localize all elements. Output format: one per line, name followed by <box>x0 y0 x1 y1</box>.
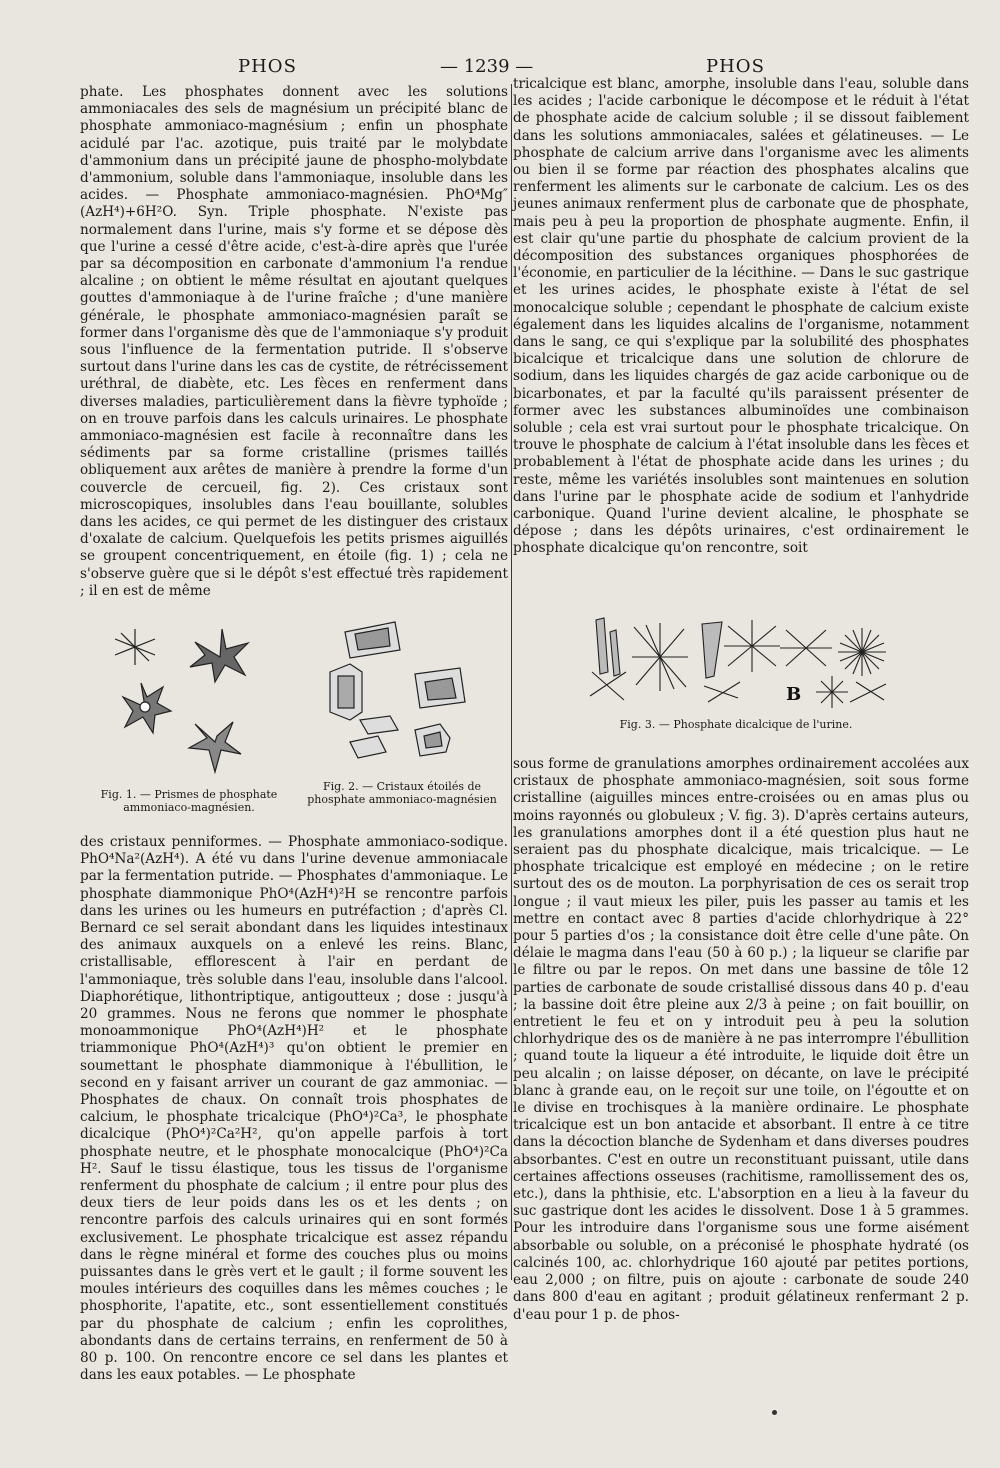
right-column-top-text <box>513 76 969 558</box>
figure-1-illustration <box>90 612 290 792</box>
figure-1 <box>90 612 290 792</box>
figure-3 <box>580 612 900 712</box>
left-column-top-text <box>80 84 508 600</box>
figure-2-caption: Fig. 2. — Cristaux étoilés de phosphate ammoniaco-magnésien <box>307 780 497 806</box>
figure-2 <box>320 612 490 772</box>
page-number: — 1239 — <box>440 56 534 77</box>
figure-2-illustration <box>320 612 490 772</box>
paragraph: des cristaux penniformes. — Phosphate ammoniaco-sodique. PhO⁴Na²(AzH⁴). A été vu dans l'urine devenue ammoniacale par la fermentation putride. — Phosphates d'ammoniaque. Le phosphate diammonique PhO⁴(AzH⁴)²H se rencontre parfois dans les urines ou les humeurs en putréfaction ; d'après Cl. Bernard ce sel serait abondant dans les liquides intestinaux des animaux auxquels on a enlevé les reins. Blanc, cristallisable, efflorescent à l'air en perdant de l'ammoniaque, très soluble dans l'eau, insoluble dans l'alcool. Diaphorétique, lithontriptique, antigoutteux ; dose : jusqu'à 20 grammes. Nous ne ferons que nommer le phosphate monoammonique PhO⁴(AzH⁴)H² et le phosphate triammonique PhO⁴(AzH⁴)³ qu'on obtient le premier en soumettant le phosphate diammonique à l'ébullition, le second en y faisant arriver un courant de gaz ammoniac. — Phosphates de chaux. On connaît trois phosphates de calcium, le phosphate tricalcique (PhO⁴)²Ca³, le phosphate dicalcique (PhO⁴)²Ca²H², qu'on appelle parfois à tort phosphate neutre, et le phosphate monocalcique (PhO⁴)²Ca H². Sauf le tissu élastique, tous les tissus de l'organisme renferment du phosphate de calcium ; il entre pour plus des deux tiers de leur poids dans les os et les dents ; on rencontre parfois des calculs urinaires qui en sont formés exclusivement. Le phosphate tricalcique est assez répandu dans le règne minéral et forme des couches plus ou moins puissantes dans le grès vert et le gault ; il forme souvent les moules intérieurs des coquilles dans les mêmes couches ; le phosphorite, l'apatite, etc., sont essentiellement constitués par du phosphate de calcium ; enfin les coprolithes, abondants dans de certains terrains, en renferment de 50 à 80 p. 100. On rencontre encore ce sel dans les plantes et dans les eaux potables. — Le phosphate <box>80 834 508 1384</box>
paragraph: sous forme de granulations amorphes ordinairement accolées aux cristaux de phosphate ammoniaco-magnésien, soit sous forme cristalline (aiguilles minces entre-croisées ou en amas plus ou moins rayonnés ou globuleux ; V. fig. 3). D'après certains auteurs, les granulations amorphes dont il a été question plus haut ne seraient pas du phosphate dicalcique, mais tricalcique. — Le phosphate tricalcique est employé en médecine ; on le retire surtout des os de mouton. La porphyrisation de ces os serait trop longue ; il vaut mieux les piler, puis les passer au tamis et les mettre en contact avec 8 parties d'acide chlorhydrique à 22° pour 5 parties d'os ; la consistance doit être celle d'une pâte. On délaie le magma dans l'eau (50 à 60 p.) ; la liqueur se clarifie par le filtre ou par le repos. On met dans une bassine de tôle 12 parties de carbonate de soude cristallisé dissous dans 40 p. d'eau ; la bassine doit être pleine aux 2/3 à peine ; on fait bouillir, on entretient le feu et on y introduit peu à peu la solution chlorhydrique des os de manière à ne pas interrompre l'ébullition ; quand toute la liqueur a été introduite, le liquide doit être un peu alcalin ; on laisse déposer, on décante, on lave le précipité blanc à grande eau, on le reçoit sur une toile, on l'égoutte et on le divise en trochisques à la manière ordinaire. Le phosphate tricalcique est un bon antacide et absorbant. Il entre à ce titre dans la décoction blanche de Sydenham et dans diverses poudres absorbantes. C'est en outre un reconstituant puissant, utile dans certaines affections osseuses (rachitisme, ramollissement des os, etc.), dans la phthisie, etc. L'absorption en a lieu à la faveur du suc gastrique dont les acides le dissolvent. Dose 1 à 5 grammes. Pour les introduire dans l'organisme sous une forme aisément absorbable ou soluble, on a préconisé le phosphate hydraté (os calcinés 100, ac. chlorhydrique 160 ajouté par petites portions, eau 2,000 ; on filtre, puis on ajoute : carbonate de soude 240 dans 800 d'eau en agitant ; produit gélatineux renfermant 2 p. d'eau pour 1 p. de phos- <box>513 756 969 1323</box>
figure-3-illustration <box>580 612 900 712</box>
left-column-bottom-text <box>80 834 508 1385</box>
paragraph: tricalcique est blanc, amorphe, insoluble dans l'eau, soluble dans les acides ; l'acide carbonique le décompose et le réduit à l'état de phosphate acide de calcium soluble ; il se dissout faiblement dans les solutions ammoniacales, salées et gélatineuses. — Le phosphate de calcium arrive dans l'organisme avec les aliments ou bien il se forme par réaction des phosphates alcalins que renferment les aliments sur le carbonate de calcium. Les os des jeunes animaux renferment plus de carbonate que de phosphate, mais peu à peu la proportion de phosphate augmente. Enfin, il est clair qu'une partie du phosphate de calcium provient de la décomposition des substances organiques phosphorées de l'économie, en particulier de la lécithine. — Dans le suc gastrique et les urines acides, le phosphate existe à l'état de sel monocalcique soluble ; cependant le phosphate de calcium existe également dans les liquides alcalins de l'organisme, notamment dans le sang, ce qui s'explique par la solubilité des phosphates bicalcique et tricalcique dans une solution de chlorure de sodium, dans les liquides chargés de gaz acide carbonique ou de bicarbonates, et par la faculté qu'ils paraissent présenter de former avec les substances albuminoïdes une combinaison soluble ; cela est vrai surtout pour le phosphate tricalcique. On trouve le phosphate de calcium à l'état insoluble dans les fèces et probablement à l'état de phosphate acide dans les urines ; du reste, même les variétés insolubles sont maintenues en solution dans l'urine par le phosphate acide de sodium et l'anhydride carbonique. Quand l'urine devient alcaline, le phosphate se dépose ; dans les dépôts urinaires, c'est ordinairement le phosphate dicalcique qu'on rencontre, soit <box>513 76 969 557</box>
right-column-bottom-text <box>513 756 969 1324</box>
ink-dot <box>772 1410 777 1415</box>
running-head-right: PHOS <box>706 56 765 77</box>
figure-3-caption: Fig. 3. — Phosphate dicalcique de l'urine. <box>619 718 853 731</box>
figure-1-caption: Fig. 1. — Prismes de phosphate ammoniaco-magnésien. <box>100 788 278 814</box>
paragraph: phate. Les phosphates donnent avec les solutions ammoniacales des sels de magnésium un précipité blanc de phosphate ammoniaco-magnésium ; enfin un phosphate acidulé par l'ac. azotique, puis traité par le molybdate d'ammonium dans un précipité jaune de phospho-molybdate d'ammonium, soluble dans l'ammoniaque, insoluble dans les acides. — Phosphate ammoniaco-magnésien. PhO⁴Mg″(AzH⁴)+6H²O. Syn. Triple phosphate. N'existe pas normalement dans l'urine, mais s'y forme et se dépose dès que l'urine a cessé d'être acide, c'est-à-dire après que l'urée par sa décomposition en carbonate d'ammonium l'a rendue alcaline ; on obtient le même résultat en ajoutant quelques gouttes d'ammoniaque à de l'urine fraîche ; d'une manière générale, le phosphate ammoniaco-magnésien paraît se former dans l'organisme dès que de l'ammoniaque s'y produit sous l'influence de la fermentation putride. Il s'observe surtout dans l'urine dans les cas de cystite, de rétrécissement uréthral, de diabète, etc. Les fèces en renferment dans diverses maladies, particulièrement dans la fièvre typhoïde ; on en trouve parfois dans les calculs urinaires. Le phosphate ammoniaco-magnésien est facile à reconnaître dans les sédiments par sa forme cristalline (prismes taillés obliquement aux arêtes de manière à prendre la forme d'un couvercle de cercueil, fig. 2). Ces cristaux sont microscopiques, insolubles dans l'eau bouillante, solubles dans les acides, ce qui permet de les distinguer des cristaux d'oxalate de calcium. Quelquefois les petits prismes aiguillés se groupent concentriquement, en étoile (fig. 1) ; cela ne s'observe guère que si le dépôt s'est effectué très rapidement ; il en est de même <box>80 84 508 599</box>
column-divider <box>511 84 512 1280</box>
running-head-left: PHOS <box>238 56 297 77</box>
figure-3-label: B <box>786 684 802 705</box>
